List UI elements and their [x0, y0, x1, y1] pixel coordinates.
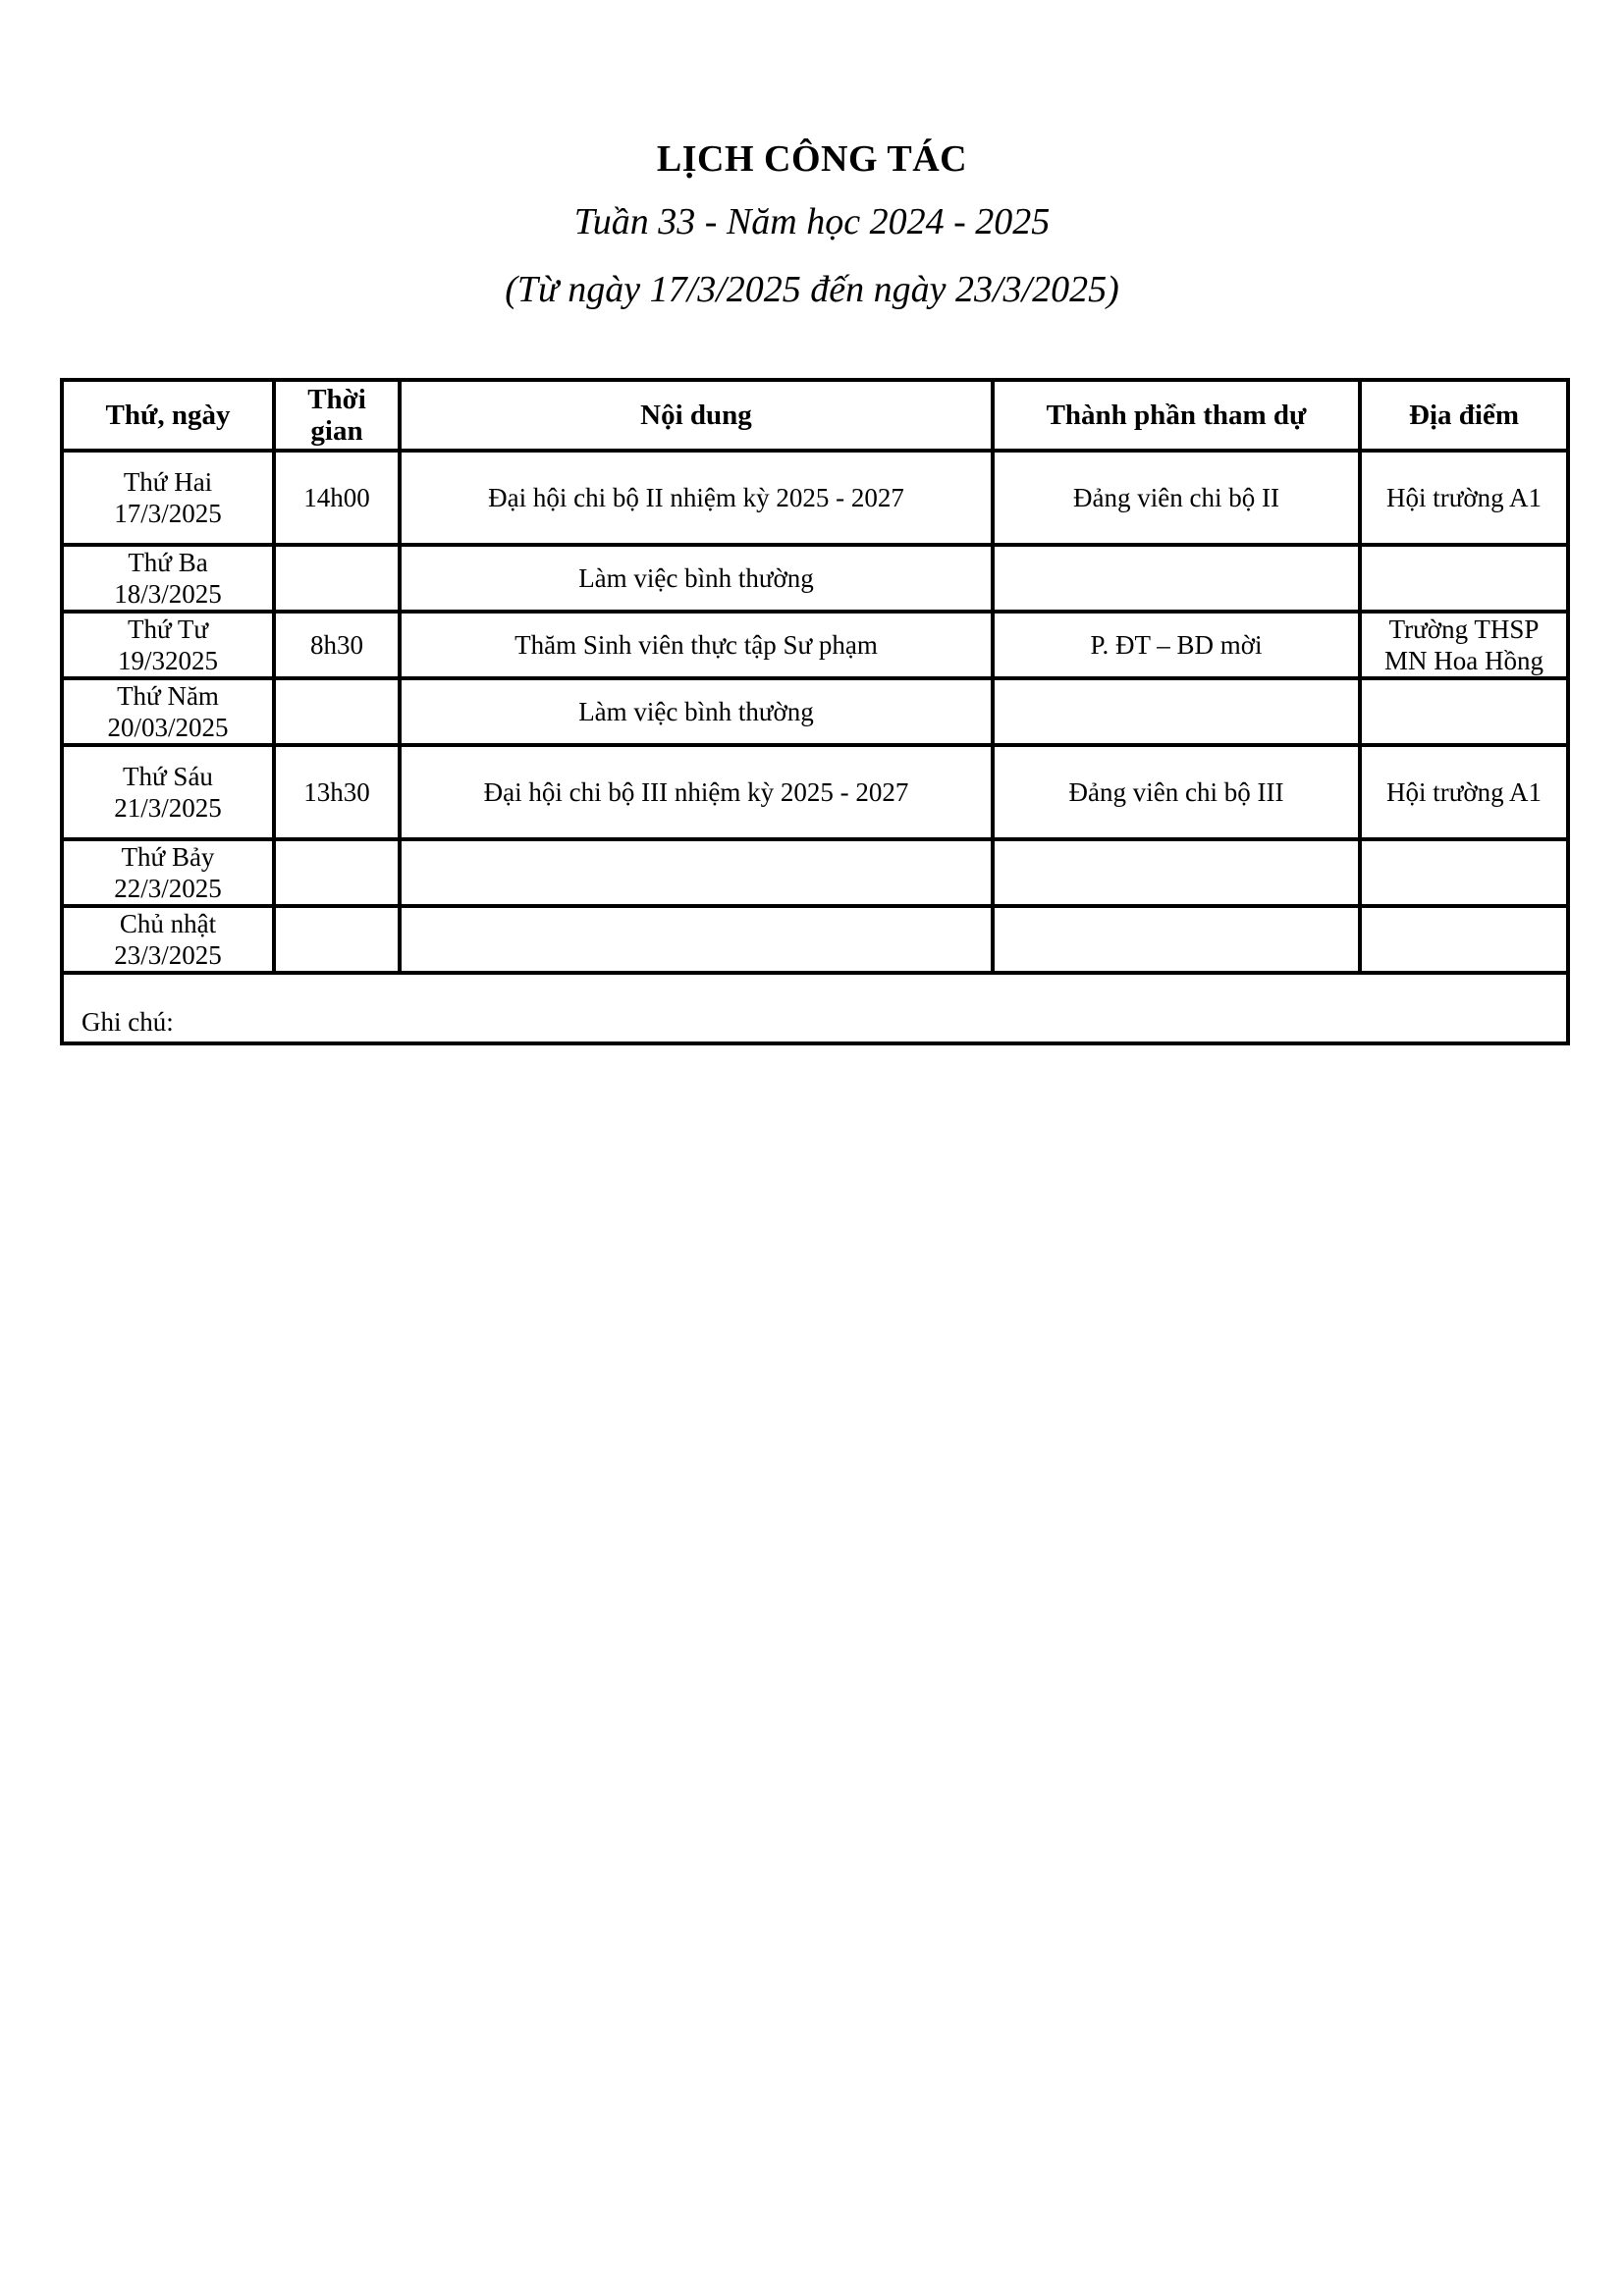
participants-cell: P. ĐT – BD mời	[993, 612, 1360, 678]
table-row	[62, 451, 1568, 545]
day-name: Thứ Tư	[127, 614, 208, 644]
content-cell: Đại hội chi bộ II nhiệm kỳ 2025 - 2027	[400, 451, 993, 545]
table-row	[62, 545, 1568, 612]
day-date: 20/03/2025	[107, 713, 229, 742]
content-cell: Làm việc bình thường	[400, 678, 993, 745]
day-cell	[62, 545, 274, 612]
header-location: Địa điểm	[1360, 380, 1568, 451]
day-cell	[62, 745, 274, 839]
day-name: Thứ Bảy	[121, 842, 215, 872]
day-name: Thứ Năm	[117, 681, 219, 711]
table-header-row	[62, 380, 1568, 451]
time-cell	[274, 906, 400, 973]
date-range: (Từ ngày 17/3/2025 đến ngày 23/3/2025)	[505, 269, 1119, 310]
header-time-line2: gian	[310, 415, 363, 447]
participants-cell	[993, 678, 1360, 745]
table-row	[62, 612, 1568, 678]
time-cell: 13h30	[274, 745, 400, 839]
header-participants: Thành phần tham dự	[993, 380, 1360, 451]
day-cell	[62, 451, 274, 545]
content-cell: Thăm Sinh viên thực tập Sư phạm	[400, 612, 993, 678]
day-name: Thứ Sáu	[123, 762, 213, 791]
time-cell	[274, 839, 400, 906]
location-line2: MN Hoa Hồng	[1384, 646, 1543, 675]
day-cell	[62, 612, 274, 678]
day-name: Chủ nhật	[119, 909, 217, 938]
day-date: 23/3/2025	[114, 940, 222, 970]
day-date: 19/32025	[117, 646, 218, 675]
participants-cell	[993, 545, 1360, 612]
content-cell: Làm việc bình thường	[400, 545, 993, 612]
participants-cell: Đảng viên chi bộ III	[993, 745, 1360, 839]
location-cell	[1360, 678, 1568, 745]
day-cell	[62, 906, 274, 973]
location-line1: Hội trường A1	[1386, 483, 1542, 512]
day-date: 21/3/2025	[114, 793, 222, 823]
header-day: Thứ, ngày	[62, 380, 274, 451]
page-title: LỊCH CÔNG TÁC	[656, 138, 968, 180]
day-cell	[62, 678, 274, 745]
time-cell: 8h30	[274, 612, 400, 678]
time-cell	[274, 678, 400, 745]
content-cell	[400, 839, 993, 906]
day-date: 22/3/2025	[114, 874, 222, 903]
location-cell	[1360, 839, 1568, 906]
content-cell	[400, 906, 993, 973]
note-label: Ghi chú:	[81, 1007, 174, 1037]
header-time	[274, 380, 400, 451]
header-time-line1: Thời	[307, 384, 366, 415]
table-row	[62, 839, 1568, 906]
day-date: 18/3/2025	[114, 579, 222, 609]
participants-cell: Đảng viên chi bộ II	[993, 451, 1360, 545]
location-cell	[1360, 906, 1568, 973]
location-cell	[1360, 451, 1568, 545]
header-content: Nội dung	[400, 380, 993, 451]
time-cell	[274, 545, 400, 612]
page-subtitle: Tuần 33 - Năm học 2024 - 2025	[573, 201, 1051, 242]
day-cell	[62, 839, 274, 906]
table-row	[62, 745, 1568, 839]
location-cell	[1360, 612, 1568, 678]
day-name: Thứ Hai	[123, 467, 213, 497]
table-row	[62, 906, 1568, 973]
note-row	[62, 973, 1568, 1043]
note-cell	[62, 973, 1568, 1043]
location-line1: Trường THSP	[1388, 614, 1540, 644]
time-cell: 14h00	[274, 451, 400, 545]
day-date: 17/3/2025	[114, 499, 222, 528]
table-row	[62, 678, 1568, 745]
participants-cell	[993, 839, 1360, 906]
content-cell: Đại hội chi bộ III nhiệm kỳ 2025 - 2027	[400, 745, 993, 839]
schedule-table	[60, 378, 1570, 1045]
location-cell	[1360, 545, 1568, 612]
location-cell	[1360, 745, 1568, 839]
day-name: Thứ Ba	[128, 548, 208, 577]
participants-cell	[993, 906, 1360, 973]
location-line1: Hội trường A1	[1386, 777, 1542, 807]
